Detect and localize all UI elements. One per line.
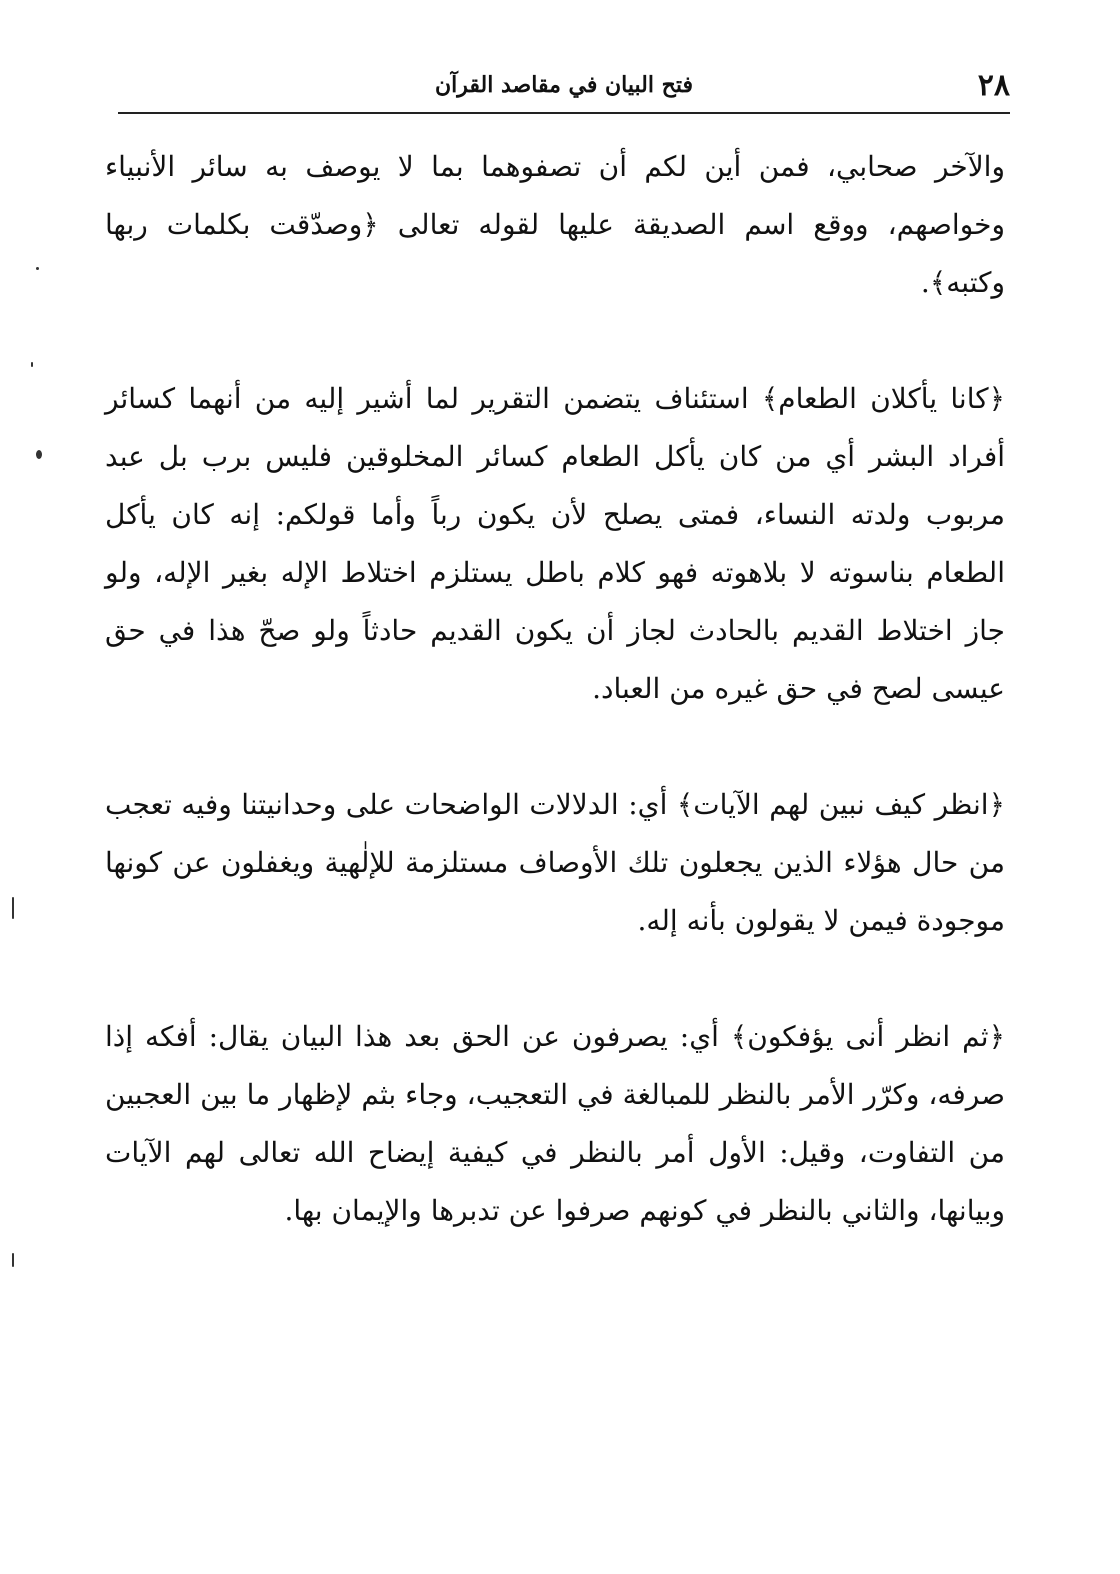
body-text xyxy=(105,138,1005,1240)
page-number: ٢٨ xyxy=(977,68,1010,103)
paragraph-4: ﴿ثم انظر أنى يؤفكون﴾ أي: يصرفون عن الحق بعد هذا البيان يقال: أفكه إذا صرفه، وكرّر الأمر بالنظر للمبالغة في التعجيب، وجاء بثم لإظهار ما بين العجبين من التفاوت، وقيل: الأول أمر بالنظر في كيفية إيضاح الله تعالى لهم الآيات وبيانها، والثاني بالنظر في كونهم صرفوا عن تدبرها والإيمان بها. xyxy=(105,1020,1005,1227)
paragraph-1: والآخر صحابي، فمن أين لكم أن تصفوهما بما لا يوصف به سائر الأنبياء وخواصهم، ووقع اسم الصديقة عليها لقوله تعالى ﴿وصدّقت بكلمات ربها وكتبه﴾. xyxy=(105,150,1005,299)
scan-speck xyxy=(12,1253,14,1267)
scan-speck xyxy=(31,362,33,367)
scan-speck xyxy=(36,450,42,459)
scan-speck xyxy=(12,897,14,919)
paragraph-3: ﴿انظر كيف نبين لهم الآيات﴾ أي: الدلالات الواضحات على وحدانيتنا وفيه تعجب من حال هؤلاء الذين يجعلون تلك الأوصاف مستلزمة للإلٰهية ويغفلون عن كونها موجودة فيمن لا يقولون بأنه إله. xyxy=(105,788,1005,937)
page-header xyxy=(118,62,1010,112)
scan-speck xyxy=(36,267,39,270)
running-title: فتح البيان في مقاصد القرآن xyxy=(435,72,693,98)
paragraph-2: ﴿كانا يأكلان الطعام﴾ استئناف يتضمن التقرير لما أشير إليه من أنهما كسائر أفراد البشر أي من كان يأكل الطعام كسائر المخلوقين فليس برب بل عبد مربوب ولدته النساء، فمتى يصلح لأن يكون رباً وأما قولكم: إنه كان يأكل الطعام بناسوته لا بلاهوته فهو كلام باطل يستلزم اختلاط الإله بغير الإله، ولو جاز اختلاط القديم بالحادث لجاز أن يكون القديم حادثاً ولو صحّ هذا في حق عيسى لصح في حق غيره من العباد. xyxy=(105,382,1005,705)
header-rule xyxy=(118,112,1010,114)
